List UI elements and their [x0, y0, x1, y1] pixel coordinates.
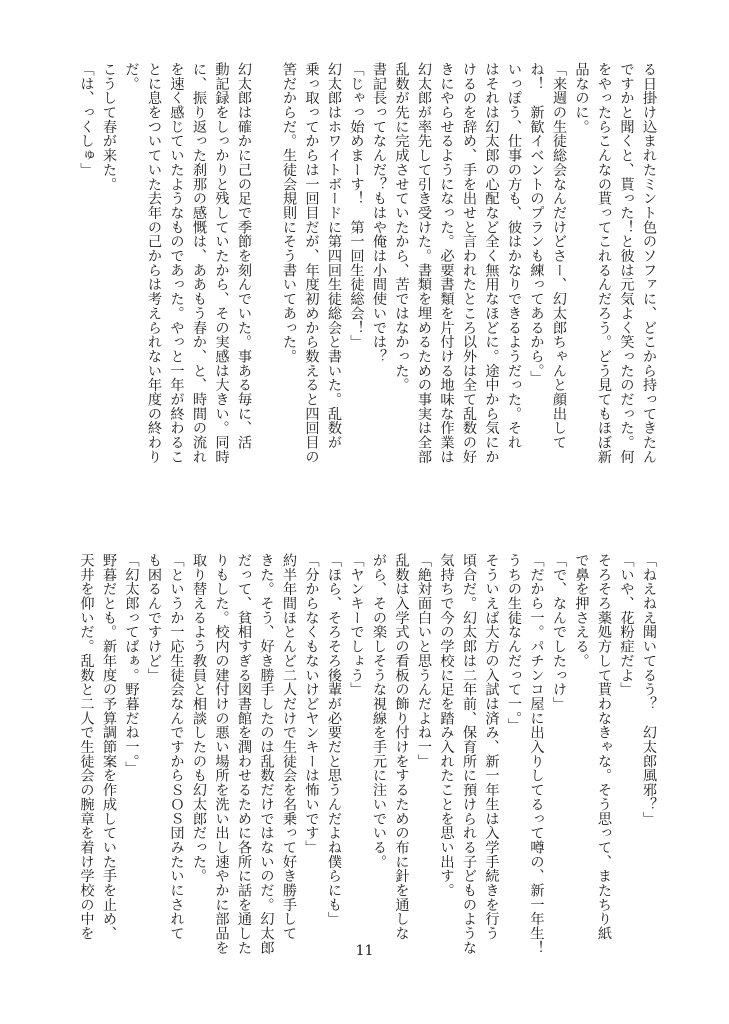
text-line: 「ねえねえ聞いてるう？ 幻太郎風邪？」 — [641, 553, 657, 826]
text-line: 幻太郎は確かに己の足で季節を刻んでいた。事ある毎に、活 — [236, 62, 252, 450]
text-line: はそれは幻太郎の心配など全く無用なほどに。途中から気にか — [483, 62, 500, 464]
text-line: きた。そう、好き勝手したのは乱数だけではないのだ。幻太郎 — [258, 553, 275, 955]
text-line: 「ヤンキーでしょう」 — [348, 553, 365, 697]
text-line: に、振り返った刹那の感慨は、ああもう春か、と、時間の流れ — [191, 62, 207, 464]
text-line: ね！ 新歓イベントのプランも練ってあるから。」 — [528, 62, 545, 385]
text-line: うちの生徒なんだって一。」 — [506, 553, 522, 733]
text-line: 「絶対面白いと思うんだよね一」 — [416, 553, 432, 769]
text-line: だって、貧相すぎる図書館を潤わせるために各所に話を通した — [236, 553, 252, 955]
text-line: 動記録をしっかりと残していたから、その実感は大きい。同時 — [213, 62, 230, 464]
text-line: いっぽう、仕事の方も、彼はかなりできるようだった。それ — [506, 62, 522, 450]
text-line: 「分からなくもないけどヤンキーは怖いです」 — [303, 553, 320, 855]
text-line: 筈だからだ。生徒会規則にそう書いてあった。 — [281, 62, 297, 364]
text-line: 天井を仰いだ。乱数と二人で生徒会の腕章を着け学校の中を — [78, 553, 95, 941]
text-line: 乱数は入学式の看板の飾り付けをするための布に針を通しな — [393, 553, 410, 941]
text-line: 野暮だとも。新年度の予算調節案を作成していた手を止め、 — [101, 553, 117, 941]
blank-line — [255, 62, 278, 517]
text-line: そろそろ薬処方して貰わなきゃな。そう思って、またちり紙 — [596, 553, 612, 941]
text-line: きにやらせるようになった。必要書類を片付ける地味な作業は — [438, 62, 455, 464]
text-line: 取り替えるよう教員と相談したのも幻太郎だった。 — [191, 553, 207, 884]
text-line: 「来週の生徒総会なんだけどさー、幻太郎ちゃんと顔出して — [551, 62, 567, 450]
text-line: 頃合だ。幻太郎は二年前、保育所に預けられる子どものような — [461, 553, 477, 955]
text-line: 書記長ってなんだ？もはや俺は小間使いでは？ — [371, 62, 387, 364]
text-line: けるのを辞め、手を出せと言われたところ以外は全て乱数の好 — [461, 62, 477, 464]
text-line: 「ほら、そろそろ後輩が必要だと思うんだよね僕らにも」 — [326, 553, 342, 927]
text-line: 「幻太郎ってばぁ。野暮だね一。」 — [123, 553, 140, 776]
page-number: 11 — [355, 943, 374, 959]
text-line: 幻太郎はホワイトボードに第四回生徒総会と書いた。乱数が — [326, 62, 342, 450]
text-line: こうして春が来た。 — [101, 62, 117, 192]
text-line: 品なのに。 — [573, 62, 590, 134]
text-line: 乗っ取ってからは一回目だが、年度初めから数えると四回目の — [303, 62, 320, 464]
text-line: 「というか一応生徒会なんですからＳＯＳ団みたいにされて — [168, 553, 185, 941]
text-line: 「じゃっ始めまーす！ 第一回生徒総会！」 — [348, 62, 365, 349]
text-line: ですかと聞くと、貰った！と彼は元気よく笑ったのだった。何 — [618, 62, 635, 464]
text-line: 「いや、花粉症だよ」 — [618, 553, 635, 697]
text-line: 約半年間ほとんど二人だけで生徒会を名乗って好き勝手して — [281, 553, 297, 941]
text-line: 「で、なんでしたっけ」 — [551, 553, 567, 711]
text-line: も困るんですけど」 — [146, 553, 162, 683]
text-line: る日掛け込まれたミント色のソファに、どこから持ってきたん — [641, 62, 657, 464]
text-line: を速く感じていたようなものであった。やっと一年が終わるこ — [168, 62, 185, 464]
upper-text-block — [78, 62, 660, 517]
text-line: りもした。校内の建付けの悪い場所を洗い出し速やかに部品を — [213, 553, 230, 955]
text-line: 乱数が先に完成させていたから、苦ではなかった。 — [393, 62, 410, 393]
text-line: 「は、っくしゅ」 — [78, 62, 95, 177]
text-line: をやったらこんなの貰ってこれるんだろう。どう見てもほぼ新 — [596, 62, 612, 464]
text-line: 「だから一。パチンコ屋に出入りしてるって噂の、新一年生！ — [528, 553, 545, 955]
text-line: そういえば大方の入試は済み、新一年生は入学手続きを行う — [483, 553, 500, 941]
text-line: とに息をついていた去年の己からは考えられない年度の終わり — [146, 62, 162, 464]
text-line: 幻太郎が率先して引き受けた。書類を埋めるための事実は全部 — [416, 62, 432, 464]
text-line: で鼻を押さえる。 — [573, 553, 590, 668]
text-line: 気持ちで今の学校に足を踏み入れたことを思い出す。 — [438, 553, 455, 898]
text-line: だ。 — [123, 62, 140, 91]
text-line: がら、その楽しそうな視線を手元に注いでいる。 — [371, 553, 387, 869]
